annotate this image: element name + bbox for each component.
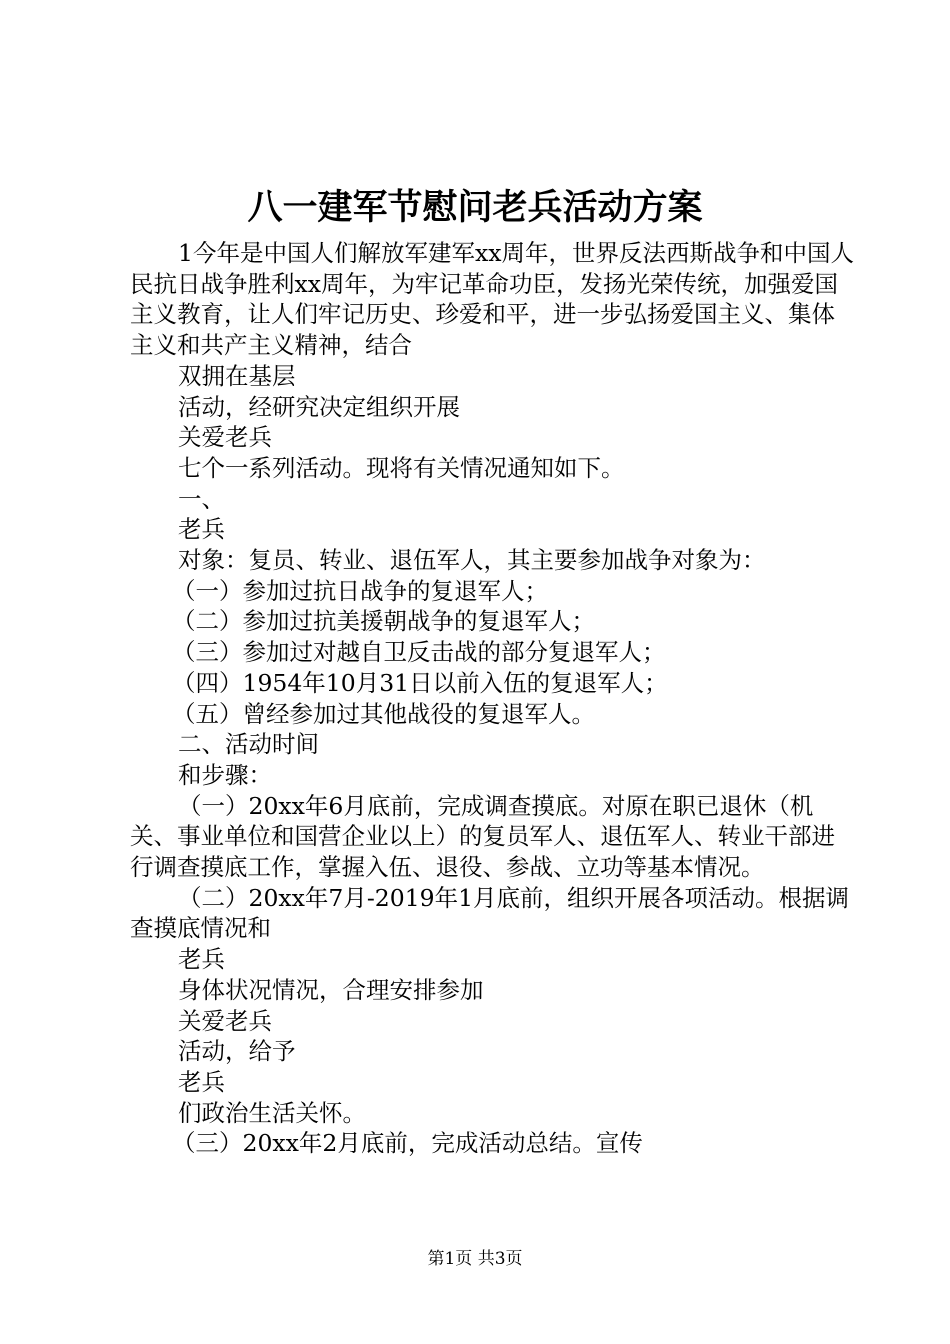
paragraph-line: 和步骤： xyxy=(178,760,272,789)
paragraph-intro: 1今年是中国人们解放军建军xx周年，世界反法西斯战争和中国人民抗日战争胜利xx周年，为牢记革命功臣，发扬光荣传统，加强爱国主义教育，让人们牢记历史、珍爱和平，进一步弘扬爱国主义、集体主义和共产主义精神，结合 xyxy=(130,239,854,360)
paragraph-line: 关爱老兵 xyxy=(178,1006,272,1035)
paragraph-step-three: （三）20xx年2月底前，完成活动总结。宣传 xyxy=(172,1129,643,1158)
list-item: （三）参加过对越自卫反击战的部分复退军人； xyxy=(172,638,666,667)
page-footer: 第1页 共3页 xyxy=(427,1249,523,1269)
paragraph-line: 老兵 xyxy=(178,1067,225,1096)
list-item: （四）1954年10月31日以前入伍的复退军人； xyxy=(172,668,668,697)
paragraph-line: 活动，经研究决定组织开展 xyxy=(178,392,460,421)
paragraph-line: 老兵 xyxy=(178,515,225,544)
section-heading: 二、活动时间 xyxy=(178,730,319,759)
document-body xyxy=(130,238,855,1159)
list-item: （二）参加过抗美援朝战争的复退军人； xyxy=(172,607,595,636)
paragraph-line: 们政治生活关怀。 xyxy=(178,1098,366,1127)
list-item: （五）曾经参加过其他战役的复退军人。 xyxy=(172,699,595,728)
paragraph-line: 活动，给予 xyxy=(178,1037,296,1066)
section-heading: 一、 xyxy=(178,484,225,513)
paragraph-line: 对象：复员、转业、退伍军人，其主要参加战争对象为： xyxy=(178,546,766,575)
paragraph-line: 关爱老兵 xyxy=(178,423,272,452)
document-title: 八一建军节慰问老兵活动方案 xyxy=(247,187,703,228)
list-item: （一）参加过抗日战争的复退军人； xyxy=(172,576,548,605)
paragraph-line: 七个一系列活动。现将有关情况通知如下。 xyxy=(178,453,625,482)
paragraph-step-one: （一）20xx年6月底前，完成调查摸底。对原在职已退休（机关、事业单位和国营企业以上）的复员军人、退伍军人、转业干部进行调查摸底工作，掌握入伍、退役、参战、立功等基本情况。 xyxy=(130,791,835,882)
paragraph-step-two: （二）20xx年7月-2019年1月底前，组织开展各项活动。根据调查摸底情况和 xyxy=(130,883,850,943)
paragraph-line: 老兵 xyxy=(178,945,225,974)
paragraph-line: 身体状况情况，合理安排参加 xyxy=(178,975,484,1004)
paragraph-line: 双拥在基层 xyxy=(178,361,296,390)
